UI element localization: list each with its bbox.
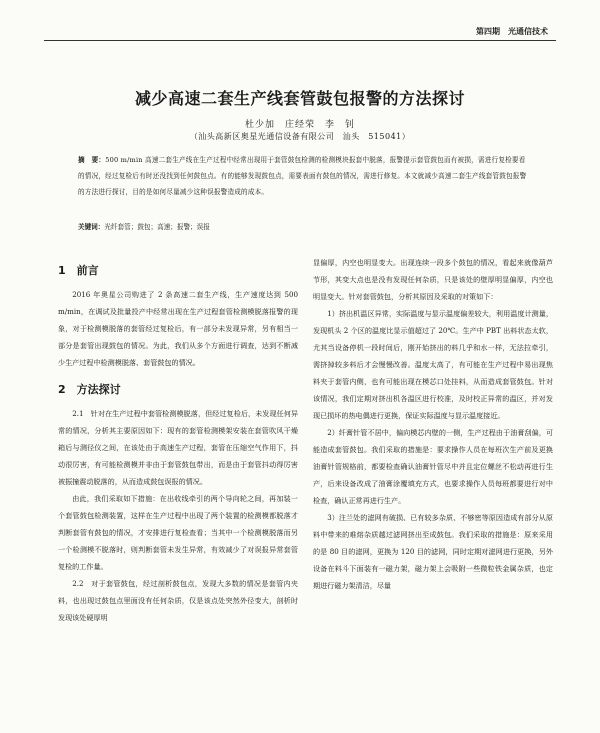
section-heading-method: 2 方法探讨 [58, 383, 121, 396]
header-rule [44, 40, 556, 41]
paragraph: 由此，我们采取如下措施：在出收线牵引的两个导向轮之间，再加装一个套管鼓包检测装置，这样在生产过程中出现了两个装置的检测模都脱落才判断套管有鼓包的情况，才安排进行复检查看；当其中一个检测模脱落而另一个检测模不脱落时，则判断套管未发生异常，有效减少了对误报异常套管复检的工作量。 [58, 494, 298, 571]
list-item: 3）注兰处的滤网有破损、已有较多杂质、不够密等原因造成有部分从原料中带来的难熔杂质越过滤网挤出至成鼓包。我们采取的措施是：原来采用的是 80 目的滤网，更换为 120 目的滤网，同时定期对滤网进行更换，另外设备在料斗下面装有一磁力架，磁力架上会吸附一些微粒铁金属杂质，也定期进行磁力架清洁，尽量 [313, 513, 553, 590]
paper-authors: 杜少加 庄经荣 李 钊 [244, 120, 355, 130]
journal-info: 第四期 光通信技术 [476, 27, 548, 36]
abstract-label: 摘 要： [78, 156, 106, 164]
abstract [78, 152, 528, 200]
paragraph: 2.2 对于套管鼓包，经过剖析鼓包点，发现大多数的情况是套管内夹料，也出现过鼓包点里面没有任何杂质，仅是该点处突然外径变大，剖析时发现该处硬厚明 [58, 579, 298, 622]
paragraph: 显偏厚，内空也明显变大。出现连续一段多个鼓包的情况，看起来就像葫芦节形，其变大点也是没有发现任何杂质，只是该处的壁厚明显偏厚，内空也明显变大。针对套管鼓包，分析其原因及采取的对策如下： [313, 258, 553, 301]
paper-title: 减少高速二套生产线套管鼓包报警的方法探讨 [134, 89, 465, 108]
left-column [58, 254, 298, 626]
list-item: 2）纤膏针管不居中，偏向模芯内壁的一侧，生产过程由于油膏刮偏，可能造成套管鼓包。我们采取的措施是：要求操作人员在每班次生产前及更换油膏针管规格前，都要检查确认油膏针管尽中并且定位螺丝不松动再进行生产，后来设备改成了油膏涂覆填充方式，也要求操作人员每班都要进行对中检查，确认正常再进行生产。 [313, 428, 553, 505]
abstract-text: 500 m/min 高速二套生产线在生产过程中经常出现用于套管鼓包检测的检测模块报套中脱落，报警提示套管鼓包而有被损，需进行复检要看的情况，经过复检后有时还没找到任何鼓包点。有的能够发现鼓包点，需要表面有鼓包的情况，需进行修复。本文就减少高速二套生产线套管鼓包报警的方法进行探讨，目的是如何尽量减少这种误报警造成的成本。 [78, 156, 527, 196]
keywords-text: 光纤套管；鼓包；高速；报警；误报 [104, 223, 210, 231]
right-column [313, 254, 553, 594]
section-heading-intro: 1 前言 [58, 264, 99, 277]
paragraph: 2.1 针对在生产过程中套管检测模脱落，但经过复检后，未发现任何异常的情况，分析其主要原因如下：现有的套管检测模架安装在套管吹风干燥箱后与测径仪之间，在该处由于高速生产过程，套管在压缩空气作用下，抖动很厉害，有可能检测模并非由于套管鼓包带出，而是由于套管抖动得厉害被振撞震动脱落的，从而造成鼓包误报的情况。 [58, 409, 298, 486]
paper-affiliation: （汕头高新区奥星光通信设备有限公司 汕头 515041） [189, 132, 411, 141]
keywords [78, 221, 528, 233]
paragraph: 2016 年奥星公司购进了 2 条高速二套生产线，生产速度达到 500 m/min，在调试及批量投产中经常出现在生产过程套管检测模脱落报警的现象，对于检测模脱落的套管经过复检后，有一部分未发现异常，另有相当一部分是套管出现鼓包的情况。为此，我们从多个方面进行调查，达到不断减少生产过程中检测模脱落、套管鼓包的情况。 [58, 290, 298, 367]
keywords-label: 关键词： [78, 223, 105, 231]
list-item: 1）挤出机温区异常，实际温度与显示温度偏差较大，利用温度计测量，发现机头 2 个区的温度比显示值超过了 20℃。生产中 PBT 出料状态太软，尤其当设备停机一段时间后，刚开始挤出的料几乎和水一样，无法拉牵引，需挤掉较多料后才会慢慢改善。温度太高了，有可能在生产过程中易出现焦料夹于套管内侧，也有可能出现在模芯口处挂料，从而造成套管鼓包。针对该情况，我们定期对挤出机各温区进行校准，及时校正异常的温区，并对发现已损坏的热电偶进行更换，保证实际温度与显示温度接近。 [313, 309, 553, 420]
